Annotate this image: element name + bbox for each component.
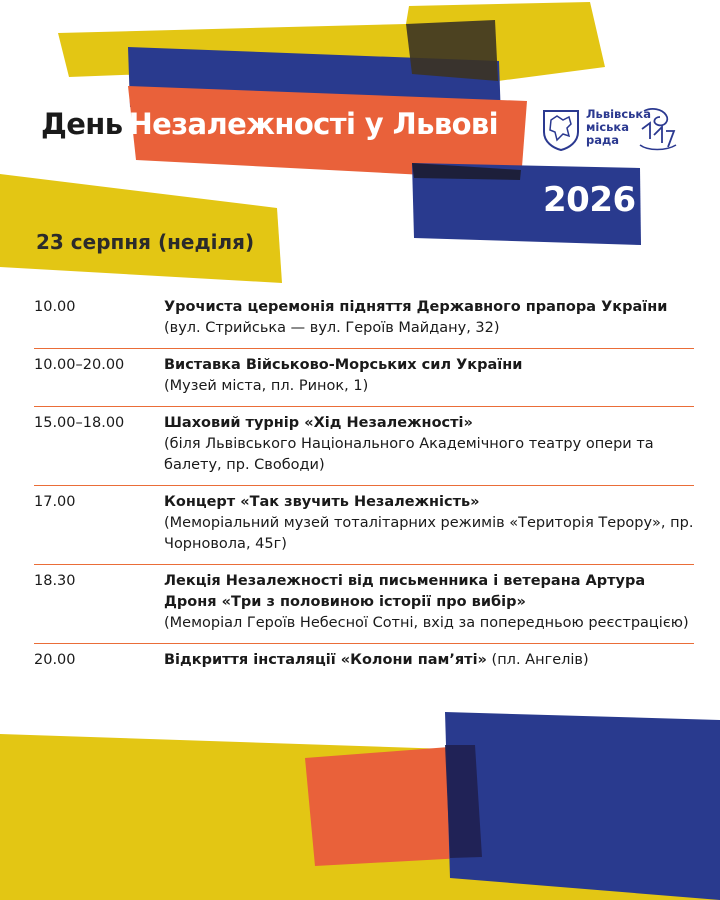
schedule-row — [34, 565, 694, 644]
event-title: Відкриття інсталяції «Колони пам’яті» — [164, 652, 487, 668]
event-title: Концерт «Так звучить Незалежність» — [164, 494, 480, 510]
event-place: (вул. Стрийська — вул. Героїв Майдану, 32) — [164, 320, 500, 336]
schedule-row — [34, 291, 694, 349]
blue-band-bottom — [445, 712, 720, 900]
event-description — [164, 297, 694, 339]
schedule-row — [34, 644, 694, 680]
logo-line-3: рада — [586, 133, 620, 147]
event-description — [164, 492, 694, 555]
dark-overlap — [406, 20, 498, 81]
event-description — [164, 650, 694, 671]
event-date: 23 серпня (неділя) — [36, 230, 255, 254]
event-title: Лекція Незалежності від письменника і ветерана Артура Дроня «Три з половиною історії про вибір» — [164, 573, 646, 610]
event-place: (пл. Ангелів) — [491, 652, 589, 668]
event-title: Шаховий турнір «Хід Незалежності» — [164, 415, 473, 431]
title-word-1: День — [41, 107, 123, 141]
event-description — [164, 571, 694, 634]
event-description — [164, 355, 694, 397]
event-place: (Меморіальний музей тоталітарних режимів «Територія Терору», пр. Чорновола, 45г) — [164, 515, 694, 552]
event-place: (Меморіал Героїв Небесної Сотні, вхід за попередньою реєстрацією) — [164, 615, 689, 631]
event-time: 10.00 — [34, 299, 76, 315]
schedule-row — [34, 349, 694, 407]
page-title — [41, 104, 498, 144]
event-time: 15.00–18.00 — [34, 415, 125, 431]
title-rest: Незалежності у Львові — [128, 107, 498, 141]
event-place: (біля Львівського Національного Академічного театру опери та балету, пр. Свободи) — [164, 436, 654, 473]
event-title: Виставка Військово-Морських сил України — [164, 357, 523, 373]
logo-line-1: Львівська — [586, 107, 651, 121]
logo-line-2: міська — [586, 120, 629, 134]
event-title: Урочиста церемонія підняття Державного прапора України — [164, 299, 668, 315]
lion-emblem-icon — [636, 105, 680, 153]
event-place: (Музей міста, пл. Ринок, 1) — [164, 378, 369, 394]
year-label: 2026 — [543, 180, 636, 220]
event-time: 18.30 — [34, 573, 76, 589]
event-time: 20.00 — [34, 652, 76, 668]
lviv-coat-of-arms-icon — [541, 108, 581, 152]
event-time: 10.00–20.00 — [34, 357, 125, 373]
schedule-list — [34, 291, 694, 680]
schedule-row — [34, 407, 694, 486]
event-description — [164, 413, 694, 476]
schedule-row — [34, 486, 694, 565]
event-time: 17.00 — [34, 494, 76, 510]
